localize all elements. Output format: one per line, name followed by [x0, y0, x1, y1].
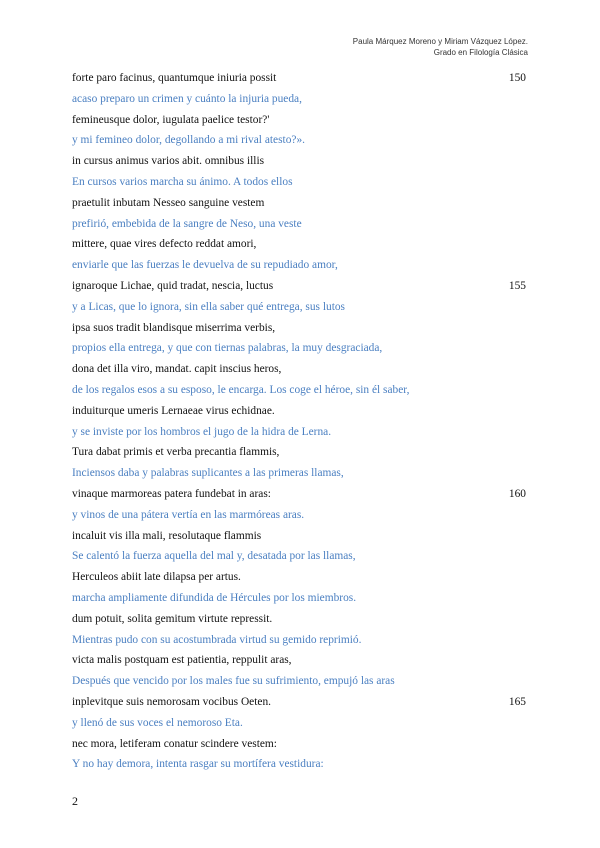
spanish-translation-line [72, 671, 526, 692]
latin-verse-line [72, 68, 526, 89]
line-text: femineusque dolor, iugulata paelice testor?' [72, 113, 270, 126]
line-text: y se inviste por los hombros el jugo de la hidra de Lerna. [72, 425, 332, 438]
header-authors: Paula Márquez Moreno y Miriam Vázquez López. [352, 37, 528, 46]
spanish-translation-line [72, 172, 526, 193]
line-text: Después que vencido por los males fue su sufrimiento, empujó las aras [72, 675, 395, 688]
spanish-translation-line [72, 630, 526, 651]
line-text: prefirió, embebida de la sangre de Neso, una veste [72, 217, 302, 230]
verse-translation-block [72, 68, 526, 775]
spanish-translation-line [72, 546, 526, 567]
line-text: vinaque marmoreas patera fundebat in aras: [72, 487, 271, 500]
latin-verse-line [72, 193, 526, 214]
line-text: dona det illa viro, mandat. capit inscius heros, [72, 363, 282, 376]
latin-verse-line [72, 734, 526, 755]
line-text: enviarle que las fuerzas le devuelva de su repudiado amor, [72, 259, 338, 272]
spanish-translation-line [72, 338, 526, 359]
line-text: acaso preparo un crimen y cuánto la injuria pueda, [72, 92, 302, 105]
spanish-translation-line [72, 255, 526, 276]
line-text: victa malis postquam est patientia, reppulit aras, [72, 654, 292, 667]
spanish-translation-line [72, 713, 526, 734]
latin-verse-line [72, 234, 526, 255]
spanish-translation-line [72, 380, 526, 401]
latin-verse-line [72, 318, 526, 339]
latin-verse-line [72, 276, 526, 297]
latin-verse-line [72, 692, 526, 713]
line-text: incaluit vis illa mali, resolutaque flammis [72, 529, 262, 542]
latin-verse-line [72, 110, 526, 131]
latin-verse-line [72, 609, 526, 630]
latin-verse-line [72, 401, 526, 422]
spanish-translation-line [72, 130, 526, 151]
latin-verse-line [72, 442, 526, 463]
verse-number: 150 [508, 72, 526, 84]
line-text: in cursus animus varios abit. omnibus illis [72, 155, 265, 168]
spanish-translation-line [72, 588, 526, 609]
latin-verse-line [72, 151, 526, 172]
line-text: praetulit inbutam Nesseo sanguine vestem [72, 196, 265, 209]
spanish-translation-line [72, 754, 526, 775]
line-text: dum potuit, solita gemitum virtute repressit. [72, 612, 273, 625]
line-text: ignaroque Lichae, quid tradat, nescia, luctus [72, 279, 274, 292]
latin-verse-line [72, 359, 526, 380]
line-text: y a Licas, que lo ignora, sin ella saber qué entrega, sus lutos [72, 300, 345, 313]
latin-verse-line [72, 650, 526, 671]
line-text: inplevitque suis nemorosam vocibus Oeten. [72, 695, 271, 708]
spanish-translation-line [72, 297, 526, 318]
verse-number: 165 [508, 695, 526, 708]
line-text: En cursos varios marcha su ánimo. A todos ellos [72, 175, 293, 188]
line-text: y llenó de sus voces el nemoroso Eta. [72, 716, 243, 729]
line-text: propios ella entrega, y que con tiernas palabras, la muy desgraciada, [72, 342, 383, 355]
line-text: forte paro facinus, quantumque iniuria possit [72, 72, 277, 84]
line-text: Herculeos abiit late dilapsa per artus. [72, 571, 241, 584]
latin-verse-line [72, 567, 526, 588]
latin-verse-line [72, 526, 526, 547]
line-text: de los regalos esos a su esposo, le encarga. Los coge el héroe, sin él saber, [72, 383, 410, 396]
page-number: 2 [72, 794, 78, 808]
latin-verse-line [72, 484, 526, 505]
line-text: Mientras pudo con su acostumbrada virtud su gemido reprimió. [72, 633, 362, 646]
line-text: y vinos de una pátera vertía en las marmóreas aras. [72, 508, 305, 521]
spanish-translation-line [72, 89, 526, 110]
line-text: Y no hay demora, intenta rasgar su mortífera vestidura: [72, 758, 324, 771]
line-text: Se calentó la fuerza aquella del mal y, desatada por las llamas, [72, 550, 356, 563]
line-text: nec mora, letiferam conatur scindere vestem: [72, 737, 277, 750]
page-header [168, 36, 528, 58]
line-text: ipsa suos tradit blandisque miserrima verbis, [72, 321, 276, 334]
line-text: Inciensos daba y palabras suplicantes a las primeras llamas, [72, 467, 344, 480]
verse-number: 160 [508, 487, 526, 500]
spanish-translation-line [72, 422, 526, 443]
line-text: Tura dabat primis et verba precantia flammis, [72, 446, 280, 459]
line-text: induiturque umeris Lernaeae virus echidnae. [72, 404, 275, 417]
verse-number: 155 [508, 279, 526, 292]
line-text: mittere, quae vires defecto reddat amori, [72, 238, 257, 251]
line-text: y mi femineo dolor, degollando a mi rival atesto?». [72, 134, 305, 147]
spanish-translation-line [72, 214, 526, 235]
line-text: marcha ampliamente difundida de Hércules por los miembros. [72, 591, 357, 604]
spanish-translation-line [72, 505, 526, 526]
header-degree: Grado en Filología Clásica [433, 48, 528, 57]
spanish-translation-line [72, 463, 526, 484]
